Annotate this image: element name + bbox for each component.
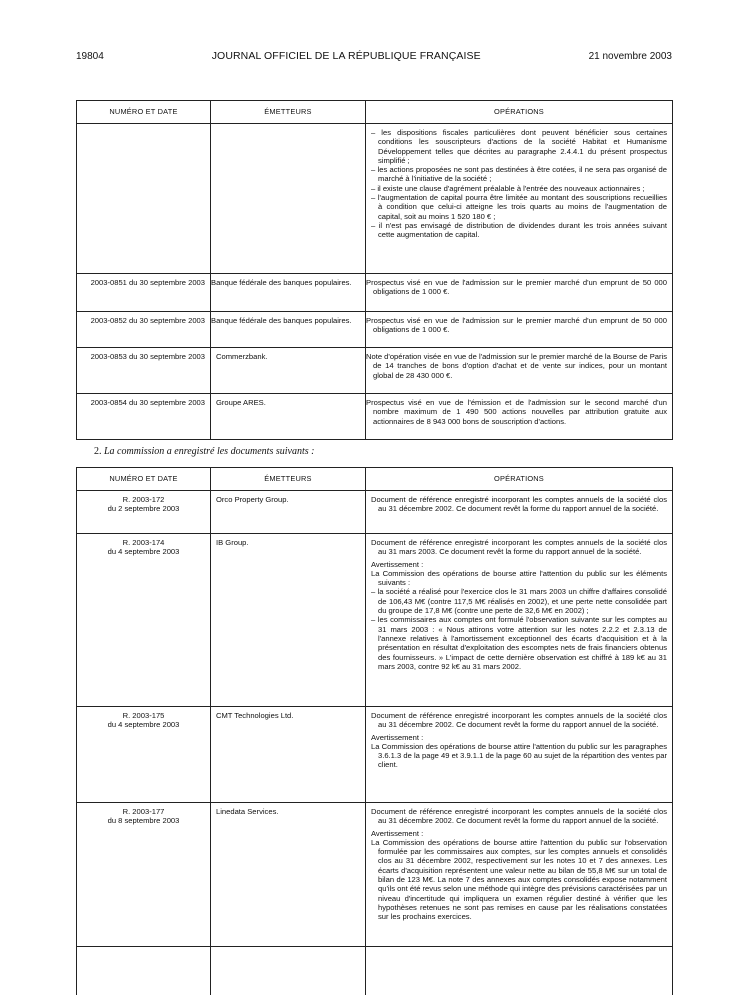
operation-cell: Prospectus visé en vue de l'émission et de l'admission sur le second marché d'un nombre maximum de 1 490 500 actions nouvelles par attribution gratuite aux actionnaires de 8 943 000 bons de souscription d'actions.	[366, 394, 673, 440]
numero-cell: 2003-0852 du 30 septembre 2003	[77, 312, 211, 348]
reference-date: du 8 septembre 2003	[82, 816, 205, 825]
list-item: – la société a réalisé pour l'exercice clos le 31 mars 2003 un chiffre d'affaires consolidé de 106,43 M€ (contre 117,5 M€ réalisés en 2002), et une perte nette consolidée part du groupe de 17,8 M€ (contre une perte de 32,6 M€ en 2002) ;	[371, 587, 667, 615]
numero-cell	[77, 707, 211, 803]
numero-cell: 2003-0851 du 30 septembre 2003	[77, 274, 211, 312]
page-number: 19804	[76, 51, 104, 62]
emetteur-cell: CMT Technologies Ltd.	[211, 707, 366, 803]
warning-intro: La Commission des opérations de bourse attire l'attention du public sur les éléments suivants :	[371, 569, 667, 588]
column-header-emetteurs: ÉMETTEURS	[211, 101, 366, 124]
emetteur-cell: IB Group.	[211, 534, 366, 707]
operation-cell	[366, 803, 673, 947]
numero-cell	[77, 124, 211, 274]
empty-cell	[366, 947, 673, 995]
reference-date: du 4 septembre 2003	[82, 720, 205, 729]
operation-cell	[366, 491, 673, 534]
table-row	[77, 803, 673, 947]
emetteur-cell: Banque fédérale des banques populaires.	[211, 312, 366, 348]
page-header	[76, 50, 672, 62]
reference-date: du 4 septembre 2003	[82, 547, 205, 556]
reference-number: R. 2003-172	[82, 495, 205, 504]
numero-cell: 2003-0854 du 30 septembre 2003	[77, 394, 211, 440]
warning-label: Avertissement :	[371, 733, 667, 742]
emetteur-cell	[211, 124, 366, 274]
section-caption-text: La commission a enregistré les documents suivants :	[104, 446, 314, 457]
column-header-operations: OPÉRATIONS	[366, 101, 673, 124]
list-item: – les actions proposées ne sont pas destinées à être cotées, il ne sera pas organisé de marché à l'initiative de la société ;	[371, 165, 667, 184]
emetteur-cell: Banque fédérale des banques populaires.	[211, 274, 366, 312]
column-header-numero: NUMÉRO ET DATE	[77, 468, 211, 491]
table-row	[77, 312, 673, 348]
operation-cell: Prospectus visé en vue de l'admission sur le premier marché d'un emprunt de 50 000 obligations de 1 000 €.	[366, 312, 673, 348]
column-header-operations: OPÉRATIONS	[366, 468, 673, 491]
emetteur-cell: Commerzbank.	[211, 348, 366, 394]
table-row	[77, 947, 673, 995]
warning-label: Avertissement :	[371, 829, 667, 838]
reference-number: R. 2003-177	[82, 807, 205, 816]
operation-cell	[366, 124, 673, 274]
documents-table	[76, 467, 673, 995]
table-row	[77, 394, 673, 440]
list-item: – il existe une clause d'agrément préalable à l'entrée des nouveaux actionnaires ;	[371, 184, 667, 193]
continuation-list	[371, 128, 667, 240]
table-row	[77, 348, 673, 394]
table-header-row	[77, 101, 673, 124]
numero-cell	[77, 491, 211, 534]
table-row	[77, 274, 673, 312]
document-text: Document de référence enregistré incorporant les comptes annuels de la société clos au 31 mars 2003. Ce document revêt la forme du rapport annuel de la société.	[371, 538, 667, 557]
list-item: – il n'est pas envisagé de distribution de dividendes durant les trois années suivant cette augmentation de capital.	[371, 221, 667, 240]
table-row	[77, 707, 673, 803]
operation-cell	[366, 534, 673, 707]
reference-number: R. 2003-174	[82, 538, 205, 547]
warning-list	[371, 587, 667, 671]
journal-title: JOURNAL OFFICIEL DE LA RÉPUBLIQUE FRANÇAISE	[212, 50, 481, 62]
list-item: – les commissaires aux comptes ont formulé l'observation suivante sur les comptes au 31 mars 2003 : « Nous attirons votre attention sur les notes 2.2.2 et 2.3.13 de l'annexe relatives à l'amortissement exceptionnel des écarts d'acquisition et à la présentation en résultat d'exploitation des escomptes nets de frais financiers obtenus des fournisseurs. » L'impact de cette dernière observation est chiffré à 189 k€ au 31 mars 2003, contre 92 k€ au 31 mars 2002.	[371, 615, 667, 671]
operation-cell	[366, 707, 673, 803]
table-header-row	[77, 468, 673, 491]
warning-text: La Commission des opérations de bourse attire l'attention du public sur l'observation formulée par les commissaires aux comptes, sur les comptes annuels et consolidés clos au 31 décembre 2002, respectivement sur les notes 10 et 7 des annexes. Les écarts d'acquisition représentent une valeur nette au bilan de 55,8 M€ sur un total de bilan de 123 M€. La note 7 des annexes aux comptes consolidés expose notamment qu'ils ont été revus selon une méthode qui intègre des prévisions caractérisées par un niveau d'incertitude qui impliquera un examen régulier destiné à vérifier que les hypothèses retenues ne sont pas remises en cause par les réalisations constatées sur les prochains exercices.	[371, 838, 667, 922]
numero-cell	[77, 803, 211, 947]
list-item: – les dispositions fiscales particulières dont peuvent bénéficier sous certaines conditions les souscripteurs d'actions de la société Habitat et Humanisme Développement telles que décrites au paragraphe 2.4.4.1 du présent prospectus simplifié ;	[371, 128, 667, 165]
emetteur-cell: Groupe ARES.	[211, 394, 366, 440]
list-item: – l'augmentation de capital pourra être limitée au montant des souscriptions recueillies à condition que celui-ci atteigne les trois quarts au moins de l'augmentation de capital, soit au moins 1 520 180 € ;	[371, 193, 667, 221]
section-heading	[94, 446, 314, 457]
document-text: Document de référence enregistré incorporant les comptes annuels de la société clos au 31 décembre 2002. Ce document revêt la forme du rapport annuel de la société.	[371, 495, 667, 514]
document-text: Document de référence enregistré incorporant les comptes annuels de la société clos au 31 décembre 2002. Ce document revêt la forme du rapport annuel de la société.	[371, 807, 667, 826]
operation-cell: Note d'opération visée en vue de l'admission sur le premier marché de la Bourse de Paris de 14 tranches de bons d'option d'achat et de vente sur indices, pour un montant global de 28 430 000 €.	[366, 348, 673, 394]
numero-cell: 2003-0853 du 30 septembre 2003	[77, 348, 211, 394]
operation-cell: Prospectus visé en vue de l'admission sur le premier marché d'un emprunt de 50 000 obligations de 1 000 €.	[366, 274, 673, 312]
empty-cell	[211, 947, 366, 995]
empty-cell	[77, 947, 211, 995]
numero-cell	[77, 534, 211, 707]
reference-number: R. 2003-175	[82, 711, 205, 720]
warning-text: La Commission des opérations de bourse attire l'attention du public sur les paragraphes 3.6.1.3 de la page 49 et 3.9.1.1 de la page 60 au sujet de la répartition des ventes par client.	[371, 742, 667, 770]
table-row	[77, 534, 673, 707]
section-number: 2.	[94, 446, 102, 457]
issue-date: 21 novembre 2003	[589, 51, 672, 62]
document-text: Document de référence enregistré incorporant les comptes annuels de la société clos au 31 décembre 2002. Ce document revêt la forme du rapport annuel de la société.	[371, 711, 667, 730]
table-row	[77, 491, 673, 534]
emetteur-cell: Orco Property Group.	[211, 491, 366, 534]
column-header-emetteurs: ÉMETTEURS	[211, 468, 366, 491]
column-header-numero: NUMÉRO ET DATE	[77, 101, 211, 124]
emetteur-cell: Linedata Services.	[211, 803, 366, 947]
reference-date: du 2 septembre 2003	[82, 504, 205, 513]
warning-label: Avertissement :	[371, 560, 667, 569]
table-row	[77, 124, 673, 274]
visas-table	[76, 100, 673, 440]
